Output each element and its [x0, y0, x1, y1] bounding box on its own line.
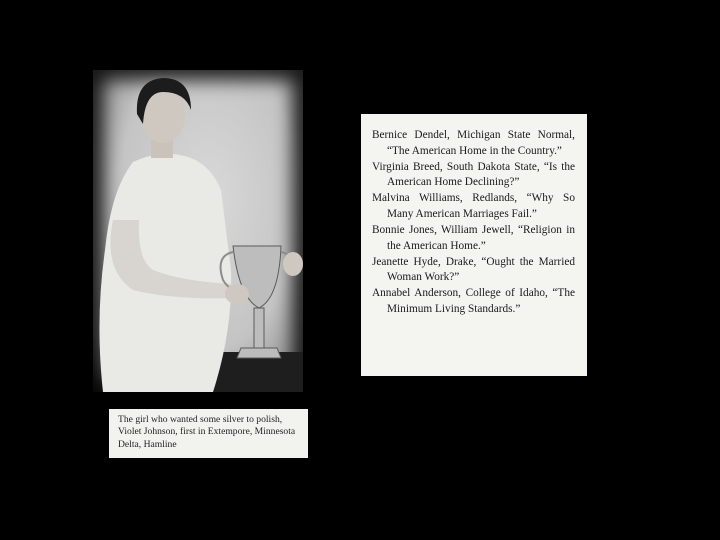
list-item: Malvina Williams, Redlands, “Why So Many American Marriages Fail.”	[372, 192, 575, 220]
list-item: Jeanette Hyde, Drake, “Ought the Married Woman Work?”	[372, 255, 575, 284]
list-item: Virginia Breed, South Dakota State, “Is the American Home Declining?”	[372, 160, 575, 189]
portrait-photo	[93, 70, 303, 392]
portrait-illustration	[93, 70, 303, 392]
speaker-list	[361, 114, 587, 376]
list-item: Bernice Dendel, Michigan State Normal, “The American Home in the Country.”	[372, 129, 575, 157]
list-item: Annabel Anderson, College of Idaho, “The Minimum Living Standards.”	[372, 287, 575, 316]
list-item: Bonnie Jones, William Jewell, “Religion in the American Home.”	[372, 224, 575, 252]
photo-caption: The girl who wanted some silver to polish, Violet Johnson, first in Extempore, Minnesota Delta, Hamline	[109, 409, 308, 458]
